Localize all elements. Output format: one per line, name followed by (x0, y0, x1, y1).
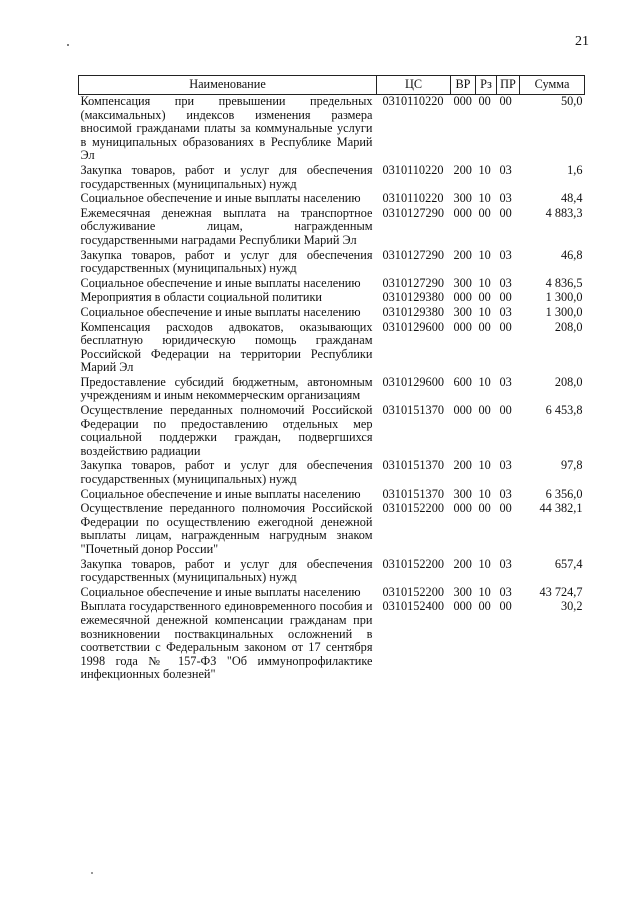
row-name: Социальное обеспечение и иные выплаты населению (80, 304, 361, 319)
row-vr-code: 300 (453, 486, 472, 501)
row-vr-code: 200 (453, 556, 472, 571)
row-vr-code: 000 (453, 501, 472, 516)
table-row (79, 488, 585, 503)
table-row (79, 459, 585, 487)
row-pr-code: 03 (499, 162, 512, 177)
row-vr-code: 200 (453, 458, 472, 473)
row-vr-code: 000 (453, 205, 472, 220)
row-pr-code: 00 (499, 205, 512, 220)
row-rz-code: 10 (478, 486, 491, 501)
table-row (79, 164, 585, 192)
row-cs-code: 0310129600 (382, 374, 444, 389)
row-cs-code: 0310152400 (382, 599, 444, 614)
row-cs-code: 0310110220 (382, 162, 444, 177)
row-cs-code: 0310129380 (382, 304, 444, 319)
row-sum: 6 356,0 (545, 486, 583, 501)
row-pr-code: 03 (499, 374, 512, 389)
scan-speck (67, 44, 69, 46)
row-vr-code: 000 (453, 290, 472, 305)
row-rz-code: 10 (478, 275, 491, 290)
row-vr-code: 600 (453, 374, 472, 389)
table-row (79, 376, 585, 404)
row-rz-code: 00 (478, 599, 491, 614)
header-vr: ВР (451, 76, 476, 95)
row-pr-code: 03 (499, 304, 512, 319)
row-sum: 1 300,0 (545, 290, 583, 305)
header-rz: Рз (476, 76, 497, 95)
row-name: Компенсация расходов адвокатов, оказывающих бесплатную юридическую помощь гражданам Российской Федерации на территории Республики Марий Эл (80, 319, 373, 375)
table-row (79, 586, 585, 601)
header-sum: Сумма (520, 76, 585, 95)
row-name: Социальное обеспечение и иные выплаты населению (80, 486, 361, 501)
row-pr-code: 00 (499, 501, 512, 516)
row-cs-code: 0310110220 (382, 191, 444, 206)
row-cs-code: 0310151370 (382, 458, 444, 473)
table-row (79, 321, 585, 376)
row-sum: 46,8 (560, 247, 583, 262)
row-sum: 4 836,5 (545, 275, 583, 290)
row-sum: 208,0 (554, 319, 583, 334)
row-rz-code: 10 (478, 191, 491, 206)
row-vr-code: 200 (453, 247, 472, 262)
row-vr-code: 300 (453, 191, 472, 206)
row-pr-code: 00 (499, 319, 512, 334)
row-sum: 1,6 (567, 162, 583, 177)
row-name: Ежемесячная денежная выплата на транспортное обслуживание лицам, награжденным государственными наградами Республики Марий Эл (80, 205, 373, 247)
row-name: Осуществление переданных полномочий Российской Федерации по предоставлению отдельных мер социальной поддержки граждан, подвергшихся воздействию радиации (80, 403, 373, 458)
header-pr: ПР (497, 76, 520, 95)
row-name: Закупка товаров, работ и услуг для обеспечения государственных (муниципальных) нужд (80, 162, 373, 191)
table-row (79, 404, 585, 459)
row-pr-code: 00 (499, 290, 512, 305)
table-header (79, 76, 585, 95)
row-sum: 1 300,0 (545, 304, 583, 319)
row-rz-code: 10 (478, 556, 491, 571)
row-sum: 50,0 (560, 94, 583, 108)
row-sum: 44 382,1 (539, 501, 583, 516)
row-rz-code: 00 (478, 290, 491, 305)
row-name: Предоставление субсидий бюджетным, автономным учреждениям и иным некоммерческим организациям (80, 374, 373, 403)
table-row (79, 291, 585, 306)
row-cs-code: 0310129380 (382, 290, 444, 305)
row-cs-code: 0310152200 (382, 556, 444, 571)
table-row (79, 207, 585, 249)
page-number: 21 (575, 34, 589, 49)
budget-table (78, 75, 585, 683)
row-cs-code: 0310152200 (382, 501, 444, 516)
row-name: Социальное обеспечение и иные выплаты населению (80, 275, 361, 290)
row-rz-code: 00 (478, 94, 491, 108)
table-row (79, 95, 585, 164)
row-sum: 30,2 (560, 599, 583, 614)
row-vr-code: 300 (453, 275, 472, 290)
row-rz-code: 00 (478, 403, 491, 418)
row-sum: 48,4 (560, 191, 583, 206)
table-row (79, 306, 585, 321)
row-cs-code: 0310151370 (382, 486, 444, 501)
row-name: Выплата государственного единовременного пособия и ежемесячной денежной компенсации гражданам при возникновении поствакцинальных осложнений в соответствии с Федеральным законом от 17 сентября 1998 года № 157-ФЗ "Об иммунопрофилактике инфекционных болезней" (80, 599, 373, 682)
row-sum: 208,0 (554, 374, 583, 389)
row-vr-code: 000 (453, 403, 472, 418)
row-cs-code: 0310129600 (382, 319, 444, 334)
row-pr-code: 03 (499, 247, 512, 262)
row-rz-code: 10 (478, 374, 491, 389)
row-sum: 657,4 (554, 556, 583, 571)
row-cs-code: 0310127290 (382, 275, 444, 290)
row-pr-code: 00 (499, 94, 512, 108)
row-sum: 43 724,7 (539, 584, 583, 599)
table-row (79, 277, 585, 292)
table-body (79, 95, 585, 683)
table-row (79, 600, 585, 683)
table-row (79, 249, 585, 277)
row-sum: 6 453,8 (545, 403, 583, 418)
row-pr-code: 03 (499, 584, 512, 599)
row-vr-code: 200 (453, 162, 472, 177)
row-pr-code: 03 (499, 556, 512, 571)
row-pr-code: 00 (499, 403, 512, 418)
row-cs-code: 0310127290 (382, 205, 444, 220)
row-rz-code: 00 (478, 501, 491, 516)
row-vr-code: 300 (453, 584, 472, 599)
row-name: Социальное обеспечение и иные выплаты населению (80, 584, 361, 599)
row-pr-code: 03 (499, 275, 512, 290)
row-pr-code: 03 (499, 458, 512, 473)
scan-speck (91, 872, 93, 874)
row-rz-code: 10 (478, 584, 491, 599)
row-rz-code: 10 (478, 162, 491, 177)
table-row (79, 192, 585, 207)
row-name: Закупка товаров, работ и услуг для обеспечения государственных (муниципальных) нужд (80, 458, 373, 487)
row-rz-code: 10 (478, 458, 491, 473)
row-name: Социальное обеспечение и иные выплаты населению (80, 191, 361, 206)
row-vr-code: 000 (453, 319, 472, 334)
row-name: Закупка товаров, работ и услуг для обеспечения государственных (муниципальных) нужд (80, 556, 373, 585)
row-vr-code: 000 (453, 94, 472, 108)
row-cs-code: 0310152200 (382, 584, 444, 599)
header-name: Наименование (79, 76, 377, 95)
table-row (79, 558, 585, 586)
row-cs-code: 0310127290 (382, 247, 444, 262)
row-pr-code: 03 (499, 486, 512, 501)
row-cs-code: 0310110220 (382, 94, 444, 108)
row-sum: 4 883,3 (545, 205, 583, 220)
header-cs: ЦС (377, 76, 451, 95)
row-rz-code: 00 (478, 205, 491, 220)
row-name: Компенсация при превышении предельных (максимальных) индексов изменения размера вносимой гражданами платы за коммунальные услуги в муниципальных образованиях в Республике Марий Эл (80, 94, 373, 163)
table-row (79, 502, 585, 557)
row-rz-code: 00 (478, 319, 491, 334)
row-pr-code: 03 (499, 191, 512, 206)
row-name: Закупка товаров, работ и услуг для обеспечения государственных (муниципальных) нужд (80, 247, 373, 276)
row-vr-code: 000 (453, 599, 472, 614)
row-rz-code: 10 (478, 304, 491, 319)
row-cs-code: 0310151370 (382, 403, 444, 418)
row-rz-code: 10 (478, 247, 491, 262)
row-pr-code: 00 (499, 599, 512, 614)
row-sum: 97,8 (560, 458, 583, 473)
row-name: Осуществление переданного полномочия Российской Федерации по осуществлению ежегодной денежной выплаты лицам, награжденным нагрудным знаком "Почетный донор России" (80, 501, 373, 556)
row-vr-code: 300 (453, 304, 472, 319)
row-name: Мероприятия в области социальной политики (80, 290, 322, 305)
